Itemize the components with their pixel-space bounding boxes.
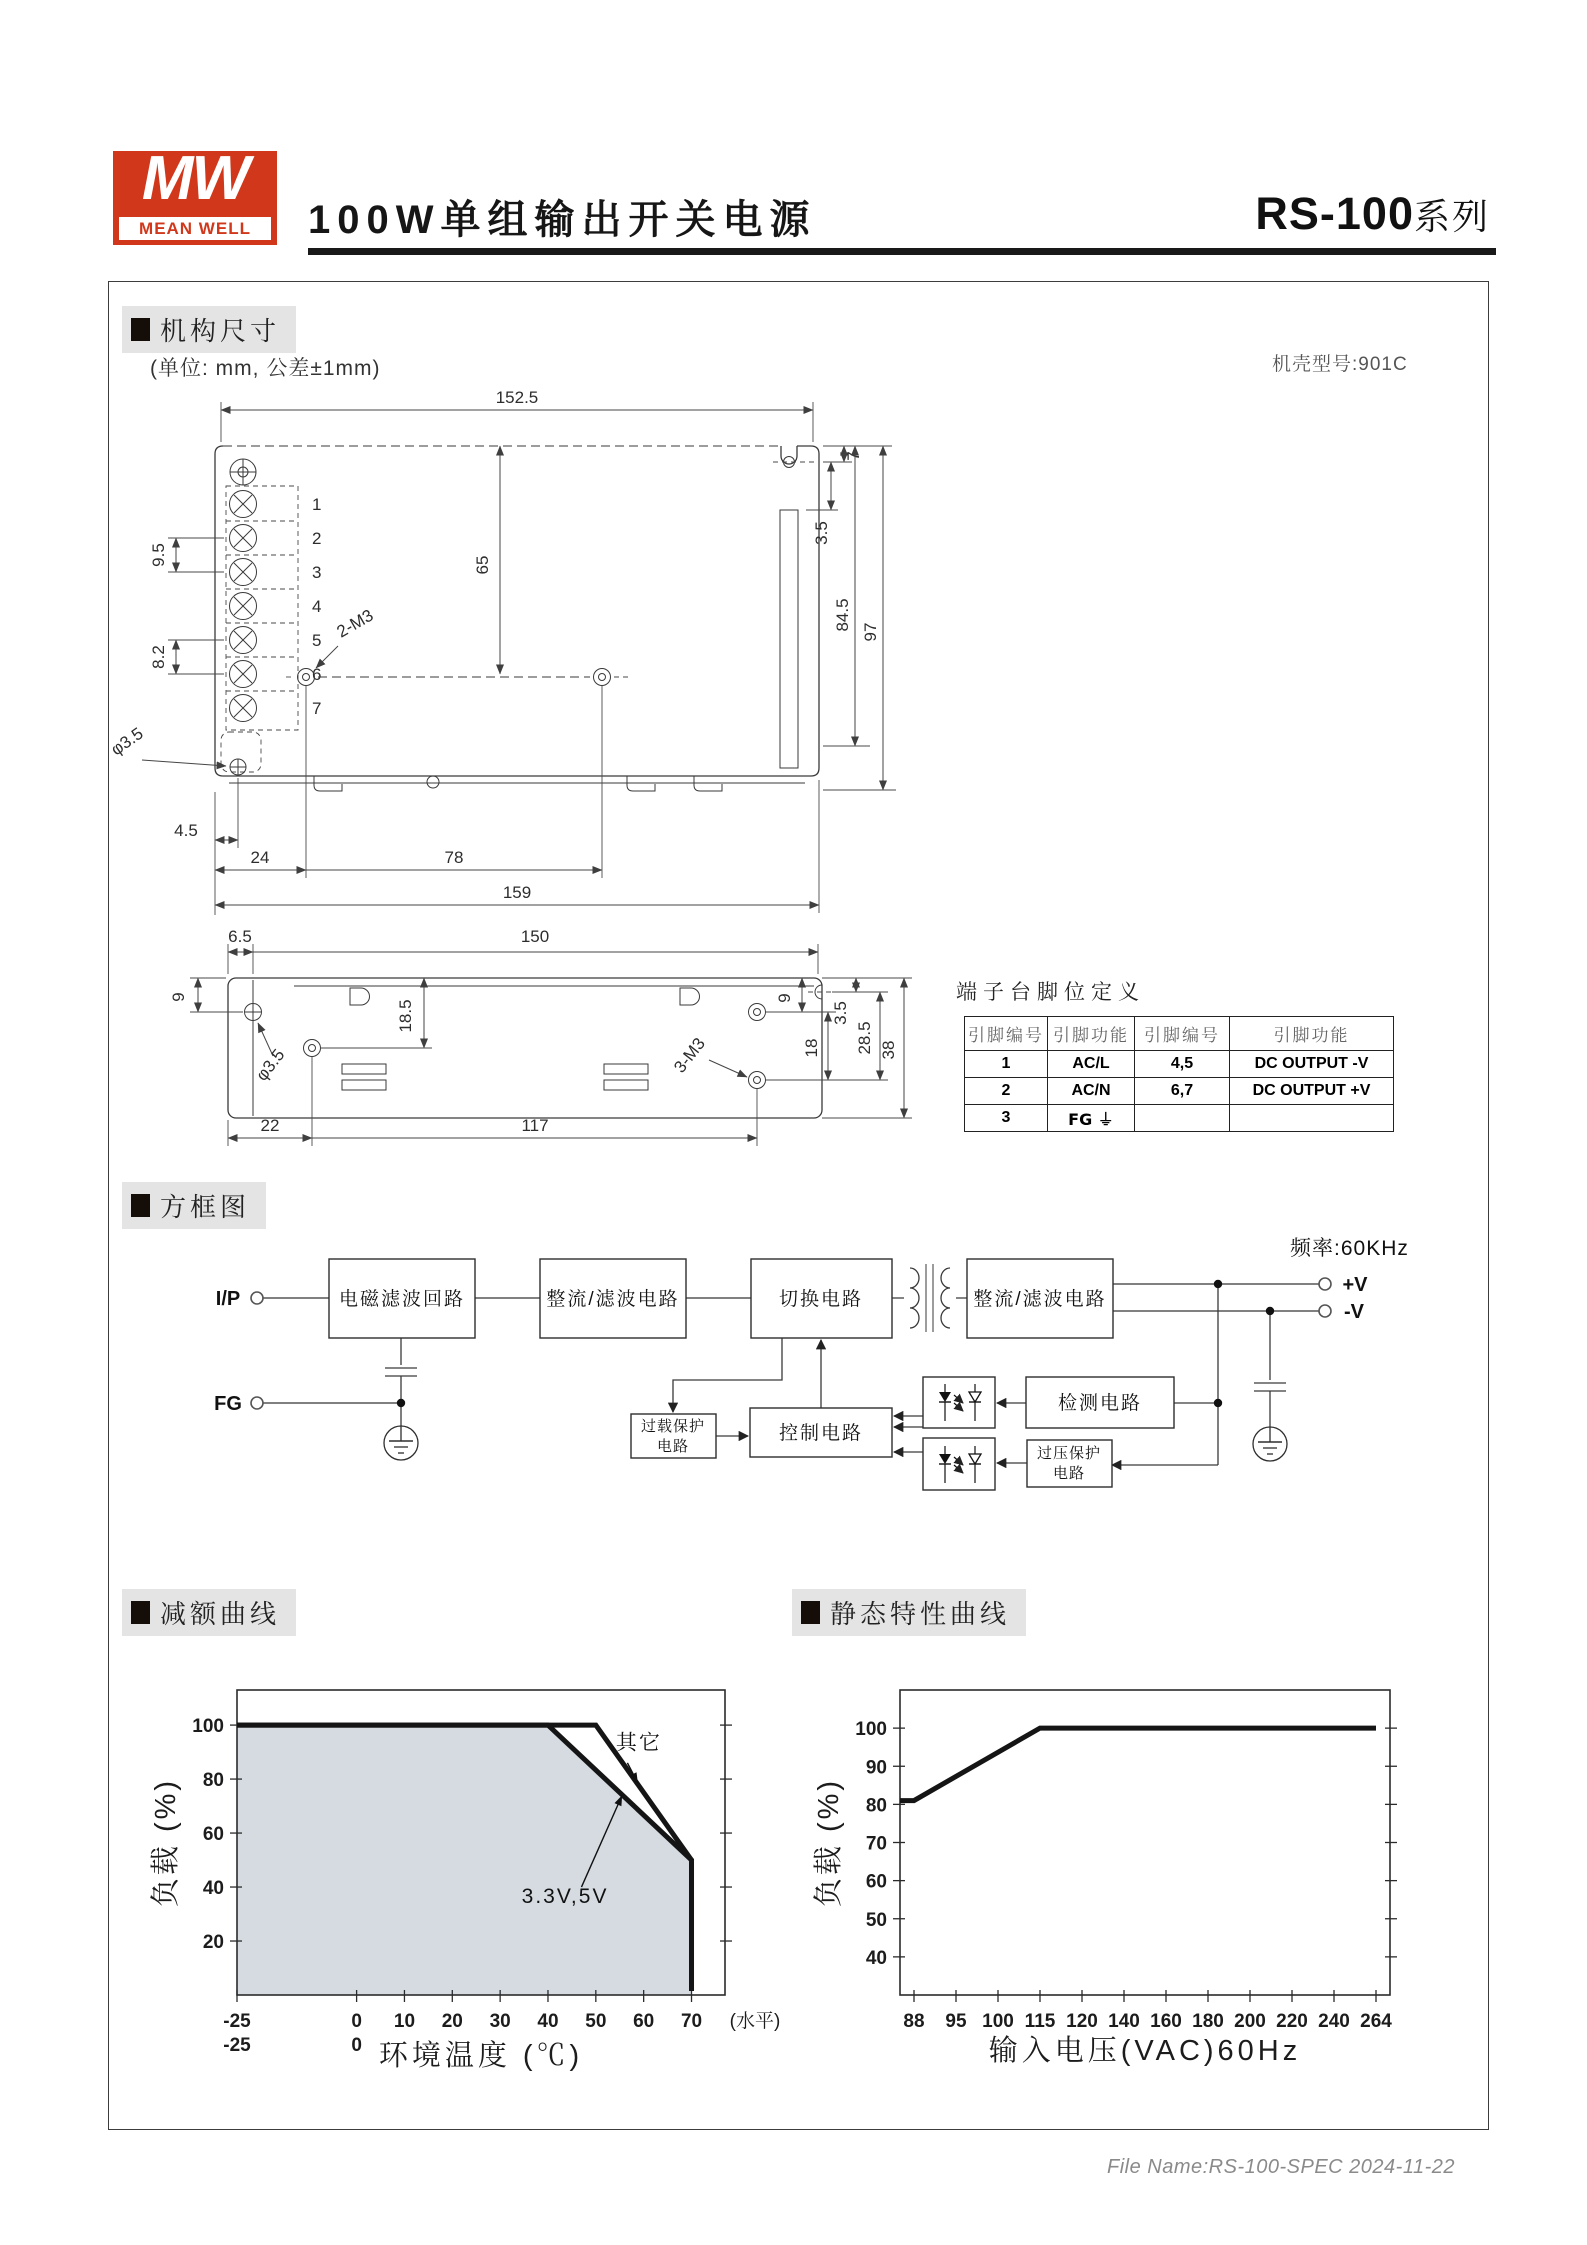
section-mechanical-label: 机构尺寸 [160, 316, 281, 346]
cell-pin: 2 [965, 1078, 1048, 1105]
ip-terminal [251, 1292, 263, 1304]
ip-label: I/P [215, 1288, 241, 1310]
vminus-terminal [1319, 1305, 1331, 1317]
dim-label: 8.2 [149, 645, 168, 669]
static-characteristic-chart [810, 1640, 1470, 2120]
rectifier1-label: 整流/滤波电路 [546, 1289, 680, 1310]
x-tick-label: 0 [351, 2011, 362, 2032]
dim-label: 18.5 [396, 999, 415, 1033]
vplus-terminal [1319, 1278, 1331, 1290]
mechanical-drawing [80, 380, 960, 1180]
section-static-label: 静态特性曲线 [830, 1599, 1011, 1629]
section-square-icon [801, 1601, 820, 1624]
frequency-note: 频率:60KHz [1290, 1237, 1409, 1260]
x-axis-unit: (水平) [729, 2011, 781, 2032]
logo-brand: MEAN WELL [119, 217, 271, 240]
x-tick-label: -25 [223, 2011, 251, 2032]
vplus-label: +V [1342, 1274, 1368, 1296]
pin-table-header-row [965, 1017, 1394, 1051]
x-tick-sublabel: -25 [223, 2035, 251, 2056]
fg-label: FG [214, 1393, 242, 1415]
terminal-number: 6 [312, 665, 322, 684]
y-tick-label: 60 [865, 1871, 887, 1893]
x-tick-label: 70 [680, 2011, 703, 2032]
terminal-number: 4 [312, 597, 322, 616]
top-view [107, 388, 896, 915]
x-tick-label: 200 [1234, 2011, 1266, 2032]
dim-label: 18 [802, 1038, 821, 1058]
optocoupler1-box [923, 1377, 995, 1428]
dim-label: 2-M3 [333, 605, 377, 642]
section-square-icon [131, 1601, 150, 1624]
y-tick-label: 100 [192, 1716, 224, 1738]
dim-label: 38 [879, 1040, 898, 1060]
cell-pin: 4,5 [1135, 1051, 1230, 1078]
series-suffix: 系列 [1413, 196, 1490, 237]
rectifier2-label: 整流/滤波电路 [973, 1289, 1107, 1310]
x-tick-label: 180 [1192, 2011, 1224, 2032]
x-tick-label: 10 [393, 2011, 416, 2032]
dim-label: 24 [250, 848, 270, 867]
y-tick-label: 100 [855, 1719, 887, 1741]
meanwell-logo [113, 144, 277, 245]
cell-func: AC/L [1048, 1051, 1135, 1078]
x-tick-label: 60 [633, 2011, 655, 2032]
transformer-icon [910, 1264, 950, 1332]
y-tick-label: 70 [865, 1833, 887, 1855]
dim-label: 78 [444, 848, 464, 867]
table-row [965, 1105, 1394, 1132]
optocoupler2-box [923, 1438, 995, 1490]
dim-label: 9.5 [149, 543, 168, 567]
switching-label: 切换电路 [778, 1289, 864, 1310]
section-static-curve [792, 1589, 1026, 1636]
terminal-number: 1 [312, 495, 322, 514]
y-axis-title: 负载 (%) [813, 1777, 845, 1908]
section-derating-label: 减额曲线 [160, 1599, 281, 1629]
x-tick-label: 240 [1318, 2011, 1350, 2032]
x-tick-label: 95 [945, 2011, 967, 2032]
dim-label: 84.5 [833, 598, 852, 632]
y-tick-label: 60 [202, 1824, 224, 1846]
dim-label: 6.5 [228, 927, 252, 946]
dim-label: 9 [169, 992, 188, 1002]
dim-label: 7 [844, 451, 863, 461]
footer-note: File Name:RS-100-SPEC 2024-11-22 [1106, 2156, 1455, 2178]
dim-label: 4.5 [174, 821, 198, 840]
section-block-label: 方框图 [160, 1192, 251, 1222]
terminal-screws [230, 491, 257, 722]
section-square-icon [131, 1194, 150, 1217]
dim-label: 3.5 [812, 521, 831, 545]
x-tick-label: 115 [1024, 2011, 1056, 2032]
emi-filter-label: 电磁滤波回路 [338, 1289, 466, 1310]
control-label: 控制电路 [778, 1423, 864, 1444]
x-tick-label: 88 [903, 2011, 925, 2032]
ovp-label2: 电路 [1052, 1465, 1086, 1482]
y-tick-label: 40 [865, 1947, 887, 1969]
col-header: 引脚功能 [1048, 1017, 1135, 1051]
dim-label: 65 [473, 555, 492, 575]
y-tick-label: 80 [202, 1770, 224, 1792]
terminal-number: 3 [312, 563, 322, 582]
col-header: 引脚编号 [1135, 1017, 1230, 1051]
section-derating [122, 1589, 296, 1636]
annotation-label: 其它 [615, 1731, 662, 1755]
table-row [965, 1051, 1394, 1078]
terminal-number: 5 [312, 631, 322, 650]
dim-label: 22 [260, 1116, 280, 1135]
vminus-label: -V [1344, 1301, 1364, 1323]
overload-label2: 电路 [656, 1438, 690, 1455]
x-tick-label: 50 [585, 2011, 607, 2032]
section-mechanical [122, 306, 296, 353]
dim-label: 97 [861, 622, 880, 642]
pin-table-title: 端子台脚位定义 [956, 981, 1145, 1004]
x-tick-label: 40 [537, 2011, 559, 2032]
dim-label: 3.5 [831, 1001, 850, 1025]
overload-label: 过载保护 [640, 1418, 706, 1435]
cell-pin [1135, 1105, 1230, 1132]
bottom-view [169, 927, 912, 1146]
col-header: 引脚编号 [965, 1017, 1048, 1051]
dim-label: φ3.5 [107, 723, 147, 760]
x-tick-label: 120 [1066, 2011, 1098, 2032]
annotation-label: 3.3V,5V [521, 1885, 609, 1909]
dim-label: 159 [502, 883, 532, 902]
x-tick-label: 100 [982, 2011, 1014, 2032]
ovp-label: 过压保护 [1036, 1445, 1102, 1462]
ground-icon [384, 1426, 418, 1460]
series-code: RS-100 [1255, 188, 1414, 239]
case-type-note: 机壳型号:901C [1272, 354, 1408, 375]
section-block-diagram [122, 1182, 266, 1229]
x-axis-title: 环境温度 (℃) [378, 2040, 584, 2072]
detect-label: 检测电路 [1057, 1393, 1143, 1414]
cell-func: DC OUTPUT +V [1230, 1078, 1394, 1105]
block-diagram [140, 1230, 1490, 1710]
y-tick-label: 40 [202, 1878, 224, 1900]
cell-pin: 1 [965, 1051, 1048, 1078]
section-square-icon [131, 318, 150, 341]
y-tick-label: 20 [202, 1932, 224, 1954]
x-tick-label: 140 [1108, 2011, 1140, 2032]
pin-table [964, 1016, 1394, 1132]
series-title [1150, 188, 1490, 240]
dim-label: 3-M3 [670, 1034, 709, 1077]
cell-func-fg: FG ⏚ [1048, 1105, 1135, 1132]
dim-label: 9 [775, 993, 794, 1003]
col-header: 引脚功能 [1230, 1017, 1394, 1051]
y-tick-label: 80 [865, 1795, 887, 1817]
cell-func: AC/N [1048, 1078, 1135, 1105]
x-tick-label: 220 [1276, 2011, 1308, 2032]
dim-label: 117 [521, 1116, 549, 1135]
dim-label: 28.5 [855, 1021, 874, 1055]
logo-mw-icon: MW [141, 144, 249, 213]
title-rule [308, 248, 1496, 255]
dim-label: 150 [520, 927, 550, 946]
y-tick-label: 90 [865, 1757, 887, 1779]
unit-note: (单位: mm, 公差±1mm) [150, 357, 381, 380]
terminal-number: 7 [312, 699, 322, 718]
y-axis-title: 负载 (%) [150, 1777, 182, 1908]
x-tick-label: 30 [489, 2011, 511, 2032]
table-row [965, 1078, 1394, 1105]
x-tick-label: 20 [441, 2011, 463, 2032]
page-title: 100W单组输出开关电源 [308, 198, 817, 242]
y-tick-label: 50 [865, 1909, 887, 1931]
dim-label: φ3.5 [252, 1045, 289, 1085]
ground-icon [1253, 1427, 1287, 1461]
x-tick-label: 160 [1150, 2011, 1182, 2032]
fg-terminal [251, 1397, 263, 1409]
x-tick-label: 264 [1360, 2011, 1392, 2032]
cell-func: DC OUTPUT -V [1230, 1051, 1394, 1078]
dim-label: 152.5 [495, 388, 539, 407]
terminal-number: 2 [312, 529, 322, 548]
cell-func [1230, 1105, 1394, 1132]
x-axis-title: 输入电压(VAC)60Hz [988, 2035, 1302, 2067]
cell-pin: 6,7 [1135, 1078, 1230, 1105]
x-tick-sublabel: 0 [351, 2035, 362, 2056]
derating-chart [140, 1640, 800, 2120]
pin-definition-table [956, 976, 1394, 1132]
cell-pin: 3 [965, 1105, 1048, 1132]
